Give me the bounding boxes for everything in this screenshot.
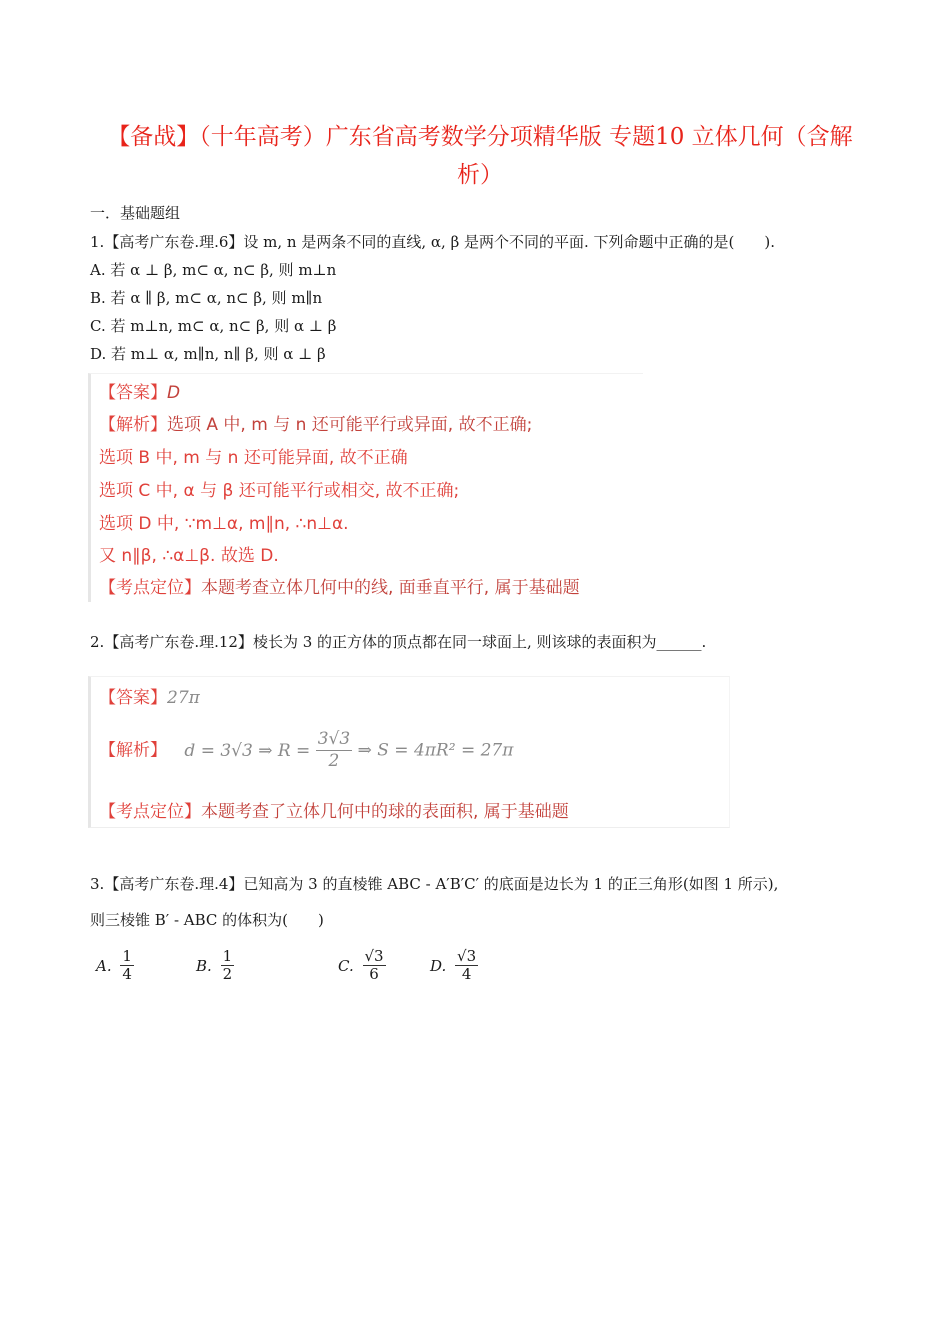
choice-a xyxy=(96,948,134,983)
choice-fraction xyxy=(455,948,478,983)
choice-b xyxy=(196,948,234,983)
answer-box-2 xyxy=(88,676,730,828)
answer-line xyxy=(99,683,200,708)
answer-tag: 【答案】 xyxy=(99,383,167,403)
option-a: A. 若 α ⊥ β, m⊂ α, n⊂ β, 则 m⊥n xyxy=(90,261,337,279)
answer-line xyxy=(99,378,180,403)
choice-label: A. xyxy=(96,956,112,975)
analysis-line-1 xyxy=(99,410,532,435)
option-b: B. 若 α ∥ β, m⊂ α, n⊂ β, 则 m∥n xyxy=(90,289,323,307)
analysis-expr-b: ⇒ S = 4πR² = 27π xyxy=(357,740,514,761)
fraction-denominator: 4 xyxy=(122,965,132,983)
fraction-denominator: 4 xyxy=(461,965,472,983)
question-1 xyxy=(90,228,775,256)
question-stem-line-1: 已知高为 3 的直棱锥 ABC - A′B′C′ 的底面是边长为 1 的正三角形(如图 1 所示), xyxy=(243,875,779,893)
fraction-numerator: 1 xyxy=(222,947,233,965)
analysis-line-2: 选项 B 中, m 与 n 还可能异面, 故不正确 xyxy=(99,448,408,468)
question-3-stem-line-2: 则三棱锥 B′ - ABC 的体积为( ) xyxy=(90,911,324,929)
point-text: 本题考查立体几何中的线, 面垂直平行, 属于基础题 xyxy=(201,578,580,598)
choice-d xyxy=(430,948,478,983)
analysis-expr-a: d = 3√3 ⇒ R = xyxy=(184,740,311,761)
option-c: C. 若 m⊥n, m⊂ α, n⊂ β, 则 α ⊥ β xyxy=(90,317,337,335)
question-stem: 设 m, n 是两条不同的直线, α, β 是两个不同的平面. 下列命题中正确的是( ). xyxy=(243,233,776,251)
analysis-line xyxy=(99,729,513,772)
analysis-line-5: 又 n∥β, ∴α⊥β. 故选 D. xyxy=(99,546,279,566)
page-title: 【备战】（十年高考）广东省高考数学分项精华版 专题10 立体几何（含解析） xyxy=(107,124,853,188)
question-stem: 棱长为 3 的正方体的顶点都在同一球面上, 则该球的表面积为______. xyxy=(252,633,707,651)
answer-tag: 【答案】 xyxy=(99,688,167,708)
analysis-tag: 【解析】 xyxy=(99,415,167,435)
fraction-denominator: 2 xyxy=(328,751,340,771)
fraction-numerator: √3 xyxy=(364,947,384,965)
option-d: D. 若 m⊥ α, m∥n, n∥ β, 则 α ⊥ β xyxy=(90,345,326,363)
choice-fraction xyxy=(120,948,134,983)
question-2 xyxy=(90,628,706,656)
point-tag: 【考点定位】 xyxy=(99,802,201,822)
choice-label: C. xyxy=(338,956,354,975)
fraction-numerator: 1 xyxy=(122,947,132,965)
answer-value: D xyxy=(167,383,181,403)
question-number: 3. xyxy=(90,875,105,893)
choice-label: B. xyxy=(196,956,212,975)
point-line xyxy=(99,797,569,822)
analysis-line-3: 选项 C 中, α 与 β 还可能平行或相交, 故不正确; xyxy=(99,481,460,501)
choice-label: D. xyxy=(430,956,447,975)
fraction-numerator: 3√3 xyxy=(317,729,351,749)
point-line xyxy=(99,573,580,598)
choice-fraction xyxy=(363,948,386,983)
question-source: 【高考广东卷.理.6】 xyxy=(104,233,244,251)
question-source: 【高考广东卷.理.4】 xyxy=(104,875,244,893)
analysis-line-4: 选项 D 中, ∵m⊥α, m∥n, ∴n⊥α. xyxy=(99,514,349,534)
analysis-fraction xyxy=(316,729,352,772)
fraction-numerator: √3 xyxy=(457,947,477,965)
fraction-denominator: 2 xyxy=(222,965,233,983)
question-number: 1. xyxy=(90,233,105,251)
analysis-tag: 【解析】 xyxy=(99,740,167,761)
choice-c xyxy=(338,948,386,983)
fraction-denominator: 6 xyxy=(369,965,379,983)
question-number: 2. xyxy=(90,633,105,651)
point-text: 本题考查了立体几何中的球的表面积, 属于基础题 xyxy=(201,802,569,822)
answer-box-1 xyxy=(88,373,643,602)
analysis-text: 选项 A 中, m 与 n 还可能平行或异面, 故不正确; xyxy=(167,415,533,435)
point-tag: 【考点定位】 xyxy=(99,578,201,598)
section-heading: 一．基础题组 xyxy=(90,204,181,222)
choice-fraction xyxy=(221,948,235,983)
answer-value: 27π xyxy=(167,688,200,708)
question-3 xyxy=(90,870,778,898)
question-source: 【高考广东卷.理.12】 xyxy=(104,633,253,651)
